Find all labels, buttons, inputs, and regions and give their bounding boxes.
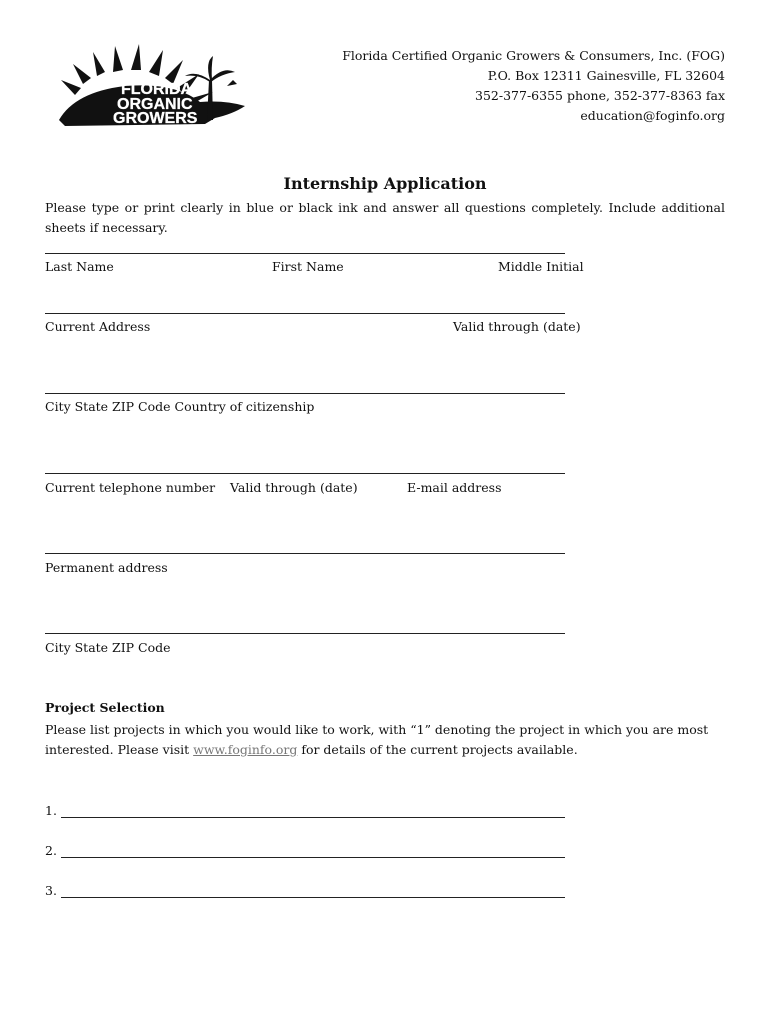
telephone-label: Current telephone number <box>45 480 216 495</box>
permanent-address-field-line[interactable] <box>45 553 565 554</box>
project-number: 3. <box>45 883 57 898</box>
telephone-field-line[interactable] <box>45 473 565 474</box>
page-title: Internship Application <box>283 174 487 193</box>
project-selection-heading: Project Selection <box>45 700 165 715</box>
first-name-label: First Name <box>272 259 344 274</box>
city-state-zip-country-label: City State ZIP Code Country of citizenship <box>45 399 315 414</box>
project-choice-line[interactable] <box>61 805 565 818</box>
org-name: Florida Certified Organic Growers & Consumers, Inc. (FOG) <box>342 48 725 63</box>
current-address-field-line[interactable] <box>45 313 565 314</box>
permanent-address-label: Permanent address <box>45 560 168 575</box>
foginfo-link[interactable]: www.foginfo.org <box>193 742 298 757</box>
project-choice-2[interactable] <box>45 843 565 858</box>
logo-text-organic: ORGANIC <box>117 96 193 113</box>
project-choice-3[interactable] <box>45 883 565 898</box>
project-text-after-link: for details of the current projects available. <box>297 742 578 757</box>
organization-info <box>325 46 725 126</box>
address-valid-through-label: Valid through (date) <box>453 319 581 334</box>
project-choice-1[interactable] <box>45 803 565 818</box>
city-country-field-line[interactable] <box>45 393 565 394</box>
instructions: Please type or print clearly in blue or black ink and answer all questions completely. Include additional sheets if necessary. <box>45 200 725 235</box>
last-name-label: Last Name <box>45 259 114 274</box>
project-text-before-link: Please list projects in which you would like to work, with “1” denoting the project in which you are most interested. Please visit <box>45 722 709 757</box>
logo-text-florida: FLORIDA <box>121 81 193 98</box>
name-field-line[interactable] <box>45 253 565 254</box>
city-state-zip-label: City State ZIP Code <box>45 640 171 655</box>
project-choice-line[interactable] <box>61 845 565 858</box>
project-number: 2. <box>45 843 57 858</box>
logo-text-growers: GROWERS <box>113 110 198 127</box>
project-choice-line[interactable] <box>61 885 565 898</box>
telephone-valid-through-label: Valid through (date) <box>230 480 358 495</box>
org-email: education@foginfo.org <box>580 108 725 123</box>
city-state-zip-field-line[interactable] <box>45 633 565 634</box>
current-address-label: Current Address <box>45 319 151 334</box>
org-po-box: P.O. Box 12311 Gainesville, FL 32604 <box>487 68 725 83</box>
org-phone-fax: 352-377-6355 phone, 352-377-8363 fax <box>475 88 725 103</box>
email-address-label: E-mail address <box>407 480 502 495</box>
florida-organic-growers-logo <box>55 40 250 130</box>
project-number: 1. <box>45 803 57 818</box>
project-selection-instructions <box>45 720 735 760</box>
middle-initial-label: Middle Initial <box>498 259 584 274</box>
